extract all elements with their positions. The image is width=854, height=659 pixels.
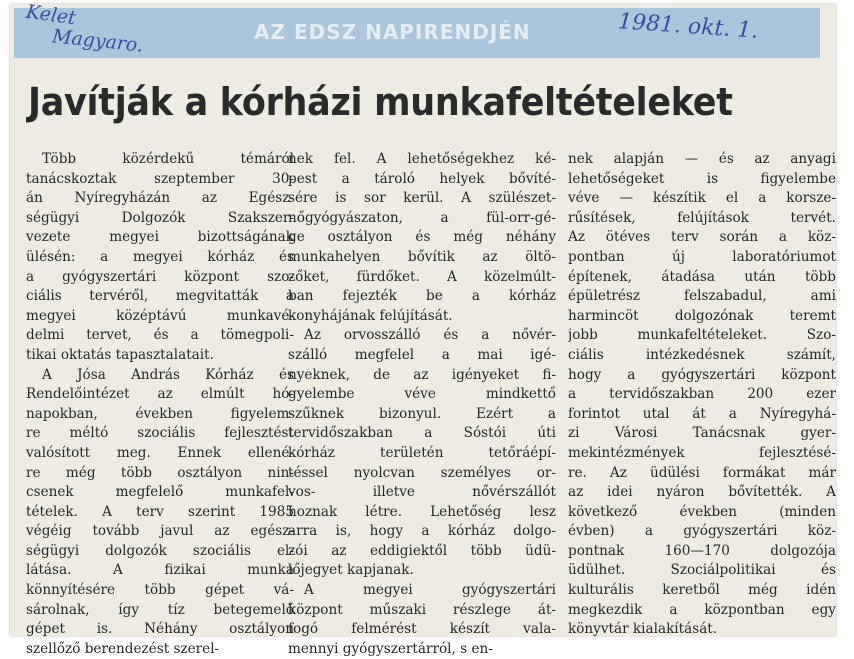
text-line: az idei nyáron bővítették. A (568, 484, 836, 501)
text-line: A Jósa András Kórház és (42, 366, 294, 383)
text-line: mennyi gyógyszertárról, s en- (288, 640, 493, 657)
handwritten-source-line-1: Kelet (24, 0, 78, 30)
text-line: nek alapján — és az anyagi (568, 151, 836, 167)
text-line: Az orvosszálló és a nővér- (304, 327, 556, 344)
text-line: zőket, fürdőket. A közelmúlt- (288, 268, 556, 285)
text-line: re méltó szociális fejlesztést (26, 425, 294, 442)
text-line: üdülhet. Szociálpolitikai és (568, 562, 836, 579)
text-line: szűknek bizonyul. Ezért a (288, 405, 556, 422)
text-line: következő években (minden (568, 503, 836, 520)
text-line: kulturális keretből még idén (568, 582, 836, 599)
text-line: Rendelőintézet az elmúlt hó- (26, 386, 294, 403)
text-line: téssel nyolcvan személyes or- (288, 464, 556, 481)
text-line: harmincöt dolgozónak teremt (568, 307, 836, 324)
text-line: ge osztályon és még néhány (288, 229, 556, 246)
text-line: könyvtár kialakítását. (568, 621, 718, 638)
text-line: án Nyíregyházán az Egész- (26, 190, 294, 207)
text-line: ciális intézkedésnek számít, (568, 346, 836, 363)
text-line: lőjegyet kapjanak. (288, 562, 414, 579)
text-line: sére is sor kerül. A szülészet- (288, 190, 556, 207)
text-line: zi Városi Tanácsnak gyer- (568, 425, 836, 442)
text-line: pontban új laboratóriumot (568, 248, 836, 265)
text-line: nőgyógyászaton, a fül-orr-gé- (288, 209, 556, 226)
text-line: évben) a gyógyszertári köz- (568, 523, 836, 540)
article-column-3 (568, 150, 836, 640)
text-line: tanácskoztak szeptember 30- (26, 170, 294, 187)
handwritten-date: 1981. okt. 1. (617, 9, 760, 44)
text-line: ségügyi dolgozók szociális el- (26, 542, 294, 559)
text-line: zói az eddigiektől több üdü- (288, 542, 556, 559)
text-line: Több közérdekű témáról (42, 151, 294, 167)
text-line: ciális tervéről, megvitatták a (26, 288, 294, 305)
text-line: pest a tároló helyek bővíté- (288, 170, 556, 187)
text-line: konyhájának felújítását. (288, 307, 453, 324)
text-line: épületrész felszabadul, ami (568, 288, 836, 305)
text-line: Az ötéves terv során a köz- (568, 229, 836, 246)
text-line: valósított meg. Ennek ellené- (26, 444, 294, 461)
text-line: tervidőszakban a Sóstói úti (288, 425, 556, 442)
text-line: kórház területén tetőráépí- (288, 444, 556, 461)
text-line: tikai oktatás tapasztalatait. (26, 346, 214, 363)
article-column-2 (288, 150, 556, 659)
text-line: hoznak létre. Lehetőség lesz (288, 503, 556, 520)
text-line: véve — készítik el a korsze- (568, 190, 836, 207)
text-line: központ műszaki részlege át- (288, 601, 556, 618)
text-line: könnyítésére több gépet vá- (26, 582, 294, 599)
text-line: arra is, hogy a kórház dolgo- (288, 523, 556, 540)
text-line: re. Az üdülési formákat már (568, 464, 836, 481)
text-line: re még több osztályon nin- (26, 464, 294, 481)
text-line: csenek megfelelő munkafel- (26, 484, 294, 501)
text-line: végéig tovább javul az egész- (26, 523, 294, 540)
text-line: vos- illetve nővérszállót (288, 484, 556, 501)
text-line: lehetőségeket is figyelembe (568, 170, 836, 187)
text-line: nek fel. A lehetőségekhez ké- (288, 151, 556, 167)
article-column-1 (26, 150, 294, 659)
text-line: fogó felmérést készít vala- (288, 621, 556, 638)
text-line: hogy a gyógyszertári központ (568, 366, 836, 383)
text-line: szellőző berendezést szerel- (26, 640, 220, 657)
text-line: szálló megfelel a mai igé- (288, 346, 556, 363)
text-line: vezete megyei bizottságának (26, 229, 294, 246)
text-line: megkezdik a központban egy (568, 601, 836, 618)
text-line: mekintézmények fejlesztésé- (568, 444, 836, 461)
text-line: gépet is. Néhány osztályon (26, 621, 294, 638)
text-line: nyeknek, de az igényeket fi- (288, 366, 556, 383)
text-line: jobb munkafeltételeket. Szo- (568, 327, 836, 344)
text-line: sárolnak, így tíz betegemelő (26, 601, 294, 618)
text-line: megyei középtávú munkavé- (26, 307, 294, 324)
text-line: építenek, átadása után több (568, 268, 836, 285)
handwritten-source-line-2: Magyaro. (51, 25, 145, 57)
text-line: a gyógyszertári központ szo- (26, 268, 294, 285)
text-line: látása. A fizikai munka (26, 562, 294, 579)
text-line: ban fejezték be a kórház (288, 288, 556, 305)
text-line: munkahelyen bővítik az öltö- (288, 248, 556, 265)
text-line: A megyei gyógyszertári (304, 582, 556, 599)
text-line: tételek. A terv szerint 1985 (26, 503, 294, 520)
text-line: rűsítések, felújítások tervét. (568, 209, 836, 226)
text-line: gyelembe véve mindkettő (288, 386, 556, 403)
text-line: pontnak 160—170 dolgozója (568, 542, 836, 559)
banner-title: AZ EDSZ NAPIRENDJÉN (254, 20, 531, 44)
text-line: forintot utal át a Nyíregyhá- (568, 405, 836, 422)
text-line: delmi tervet, és a tömegpoli- (26, 327, 294, 344)
text-line: a tervidőszakban 200 ezer (568, 386, 836, 403)
text-line: ségügyi Dolgozók Szakszer- (26, 209, 294, 226)
text-line: ülésén: a megyei kórház és (26, 248, 294, 265)
text-line: napokban, években figyelem- (26, 405, 294, 422)
article-headline: Javítják a kórházi munkafeltételeket (28, 80, 733, 124)
